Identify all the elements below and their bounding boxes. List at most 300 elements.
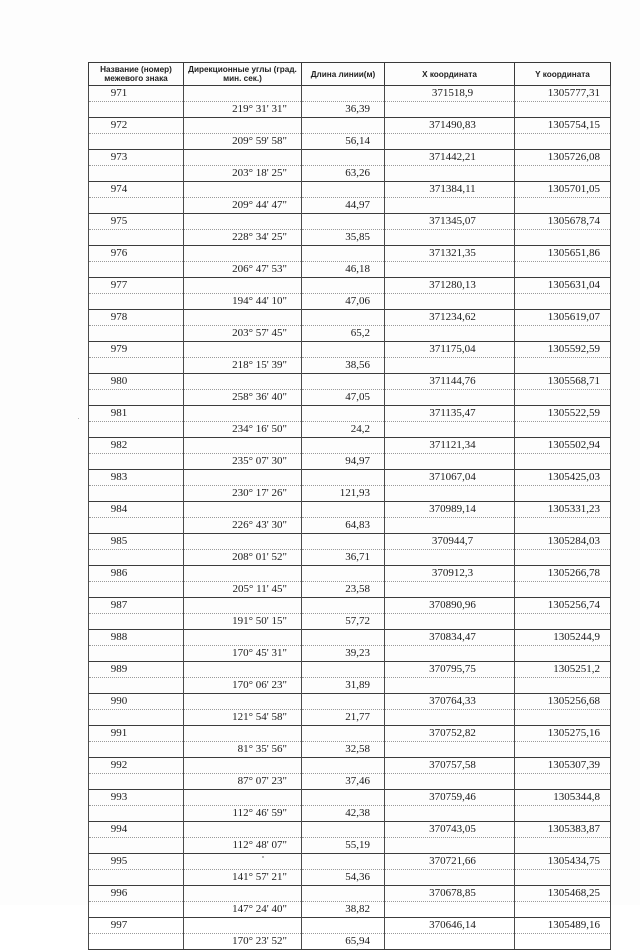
boundary-points-table bbox=[88, 62, 611, 950]
line-length: 65,94 bbox=[302, 934, 385, 950]
point-row bbox=[89, 406, 611, 422]
empty-cell bbox=[515, 902, 611, 918]
line-length: 47,06 bbox=[302, 294, 385, 310]
empty-cell bbox=[515, 390, 611, 406]
point-name: 997 bbox=[89, 918, 184, 934]
point-name: 993 bbox=[89, 790, 184, 806]
empty-cell bbox=[184, 182, 302, 198]
point-row bbox=[89, 662, 611, 678]
line-row bbox=[89, 646, 611, 662]
empty-cell bbox=[184, 310, 302, 326]
point-name: 972 bbox=[89, 118, 184, 134]
empty-cell bbox=[89, 262, 184, 278]
point-name: 983 bbox=[89, 470, 184, 486]
point-name: 982 bbox=[89, 438, 184, 454]
empty-cell bbox=[385, 870, 515, 886]
scan-speck bbox=[262, 856, 264, 858]
empty-cell bbox=[385, 102, 515, 118]
x-coordinate: 370743,05 bbox=[385, 822, 515, 838]
empty-cell bbox=[184, 118, 302, 134]
empty-cell bbox=[89, 102, 184, 118]
x-coordinate: 371384,11 bbox=[385, 182, 515, 198]
y-coordinate: 1305777,31 bbox=[515, 86, 611, 102]
empty-cell bbox=[385, 902, 515, 918]
empty-cell bbox=[302, 534, 385, 550]
empty-cell bbox=[184, 502, 302, 518]
directional-angle: 194° 44' 10" bbox=[184, 294, 302, 310]
directional-angle: 230° 17' 26" bbox=[184, 486, 302, 502]
empty-cell bbox=[302, 278, 385, 294]
empty-cell bbox=[515, 326, 611, 342]
directional-angle: 209° 44' 47" bbox=[184, 198, 302, 214]
line-row bbox=[89, 102, 611, 118]
directional-angle: 141° 57' 21" bbox=[184, 870, 302, 886]
x-coordinate: 371345,07 bbox=[385, 214, 515, 230]
point-row bbox=[89, 854, 611, 870]
empty-cell bbox=[385, 582, 515, 598]
empty-cell bbox=[385, 710, 515, 726]
x-coordinate: 370721,66 bbox=[385, 854, 515, 870]
empty-cell bbox=[184, 214, 302, 230]
point-row bbox=[89, 374, 611, 390]
line-length: 38,56 bbox=[302, 358, 385, 374]
y-coordinate: 1305468,25 bbox=[515, 886, 611, 902]
x-coordinate: 370646,14 bbox=[385, 918, 515, 934]
empty-cell bbox=[302, 502, 385, 518]
line-row bbox=[89, 486, 611, 502]
line-length: 37,46 bbox=[302, 774, 385, 790]
header-line-length: Длина линии(м) bbox=[302, 63, 385, 86]
empty-cell bbox=[302, 150, 385, 166]
empty-cell bbox=[184, 598, 302, 614]
point-name: 990 bbox=[89, 694, 184, 710]
empty-cell bbox=[302, 438, 385, 454]
point-row bbox=[89, 502, 611, 518]
empty-cell bbox=[302, 790, 385, 806]
empty-cell bbox=[302, 118, 385, 134]
empty-cell bbox=[89, 166, 184, 182]
y-coordinate: 1305425,03 bbox=[515, 470, 611, 486]
empty-cell bbox=[385, 646, 515, 662]
empty-cell bbox=[184, 822, 302, 838]
y-coordinate: 1305331,23 bbox=[515, 502, 611, 518]
line-length: 39,23 bbox=[302, 646, 385, 662]
empty-cell bbox=[89, 902, 184, 918]
line-row bbox=[89, 614, 611, 630]
empty-cell bbox=[385, 742, 515, 758]
empty-cell bbox=[184, 438, 302, 454]
table-body bbox=[89, 86, 611, 950]
directional-angle: 209° 59' 58" bbox=[184, 134, 302, 150]
empty-cell bbox=[302, 374, 385, 390]
empty-cell bbox=[515, 774, 611, 790]
line-row bbox=[89, 166, 611, 182]
y-coordinate: 1305651,86 bbox=[515, 246, 611, 262]
empty-cell bbox=[515, 678, 611, 694]
x-coordinate: 371490,83 bbox=[385, 118, 515, 134]
empty-cell bbox=[515, 710, 611, 726]
x-coordinate: 371518,9 bbox=[385, 86, 515, 102]
x-coordinate: 371144,76 bbox=[385, 374, 515, 390]
line-row bbox=[89, 742, 611, 758]
x-coordinate: 371067,04 bbox=[385, 470, 515, 486]
line-row bbox=[89, 934, 611, 950]
directional-angle: 205° 11' 45" bbox=[184, 582, 302, 598]
directional-angle: 226° 43' 30" bbox=[184, 518, 302, 534]
empty-cell bbox=[302, 246, 385, 262]
empty-cell bbox=[89, 838, 184, 854]
empty-cell bbox=[89, 678, 184, 694]
line-length: 121,93 bbox=[302, 486, 385, 502]
line-length: 21,77 bbox=[302, 710, 385, 726]
x-coordinate: 371321,35 bbox=[385, 246, 515, 262]
line-row bbox=[89, 870, 611, 886]
empty-cell bbox=[302, 694, 385, 710]
x-coordinate: 370890,96 bbox=[385, 598, 515, 614]
directional-angle: 112° 46' 59" bbox=[184, 806, 302, 822]
line-row bbox=[89, 262, 611, 278]
empty-cell bbox=[302, 822, 385, 838]
empty-cell bbox=[89, 294, 184, 310]
directional-angle: 112° 48' 07" bbox=[184, 838, 302, 854]
y-coordinate: 1305266,78 bbox=[515, 566, 611, 582]
empty-cell bbox=[385, 486, 515, 502]
directional-angle: 87° 07' 23" bbox=[184, 774, 302, 790]
point-row bbox=[89, 598, 611, 614]
header-point-name: Название (номер) межевого знака bbox=[89, 63, 184, 86]
directional-angle: 219° 31' 31" bbox=[184, 102, 302, 118]
empty-cell bbox=[184, 694, 302, 710]
header-y-coordinate: Y координата bbox=[515, 63, 611, 86]
point-name: 985 bbox=[89, 534, 184, 550]
empty-cell bbox=[89, 486, 184, 502]
y-coordinate: 1305489,16 bbox=[515, 918, 611, 934]
directional-angle: 147° 24' 40" bbox=[184, 902, 302, 918]
directional-angle: 228° 34' 25" bbox=[184, 230, 302, 246]
empty-cell bbox=[515, 582, 611, 598]
line-length: 46,18 bbox=[302, 262, 385, 278]
point-name: 989 bbox=[89, 662, 184, 678]
y-coordinate: 1305631,04 bbox=[515, 278, 611, 294]
point-row bbox=[89, 118, 611, 134]
line-length: 35,85 bbox=[302, 230, 385, 246]
empty-cell bbox=[385, 134, 515, 150]
point-row bbox=[89, 214, 611, 230]
empty-cell bbox=[385, 358, 515, 374]
line-row bbox=[89, 678, 611, 694]
empty-cell bbox=[385, 294, 515, 310]
directional-angle: 191° 50' 15" bbox=[184, 614, 302, 630]
empty-cell bbox=[89, 550, 184, 566]
point-name: 984 bbox=[89, 502, 184, 518]
empty-cell bbox=[385, 454, 515, 470]
point-name: 991 bbox=[89, 726, 184, 742]
line-length: 42,38 bbox=[302, 806, 385, 822]
y-coordinate: 1305502,94 bbox=[515, 438, 611, 454]
empty-cell bbox=[89, 646, 184, 662]
line-row bbox=[89, 902, 611, 918]
point-row bbox=[89, 278, 611, 294]
point-name: 978 bbox=[89, 310, 184, 326]
point-row bbox=[89, 246, 611, 262]
empty-cell bbox=[89, 134, 184, 150]
x-coordinate: 370678,85 bbox=[385, 886, 515, 902]
line-length: 65,2 bbox=[302, 326, 385, 342]
empty-cell bbox=[184, 566, 302, 582]
point-row bbox=[89, 438, 611, 454]
empty-cell bbox=[89, 390, 184, 406]
empty-cell bbox=[184, 246, 302, 262]
line-row bbox=[89, 390, 611, 406]
point-name: 994 bbox=[89, 822, 184, 838]
point-row bbox=[89, 342, 611, 358]
line-length: 38,82 bbox=[302, 902, 385, 918]
empty-cell bbox=[515, 614, 611, 630]
point-row bbox=[89, 918, 611, 934]
empty-cell bbox=[385, 422, 515, 438]
x-coordinate: 371234,62 bbox=[385, 310, 515, 326]
empty-cell bbox=[184, 86, 302, 102]
empty-cell bbox=[385, 678, 515, 694]
empty-cell bbox=[385, 518, 515, 534]
empty-cell bbox=[184, 886, 302, 902]
y-coordinate: 1305307,39 bbox=[515, 758, 611, 774]
line-row bbox=[89, 294, 611, 310]
empty-cell bbox=[515, 806, 611, 822]
empty-cell bbox=[302, 182, 385, 198]
empty-cell bbox=[302, 662, 385, 678]
y-coordinate: 1305619,07 bbox=[515, 310, 611, 326]
y-coordinate: 1305256,68 bbox=[515, 694, 611, 710]
point-name: 995 bbox=[89, 854, 184, 870]
line-row bbox=[89, 550, 611, 566]
x-coordinate: 371121,34 bbox=[385, 438, 515, 454]
empty-cell bbox=[89, 198, 184, 214]
empty-cell bbox=[184, 918, 302, 934]
empty-cell bbox=[515, 166, 611, 182]
point-row bbox=[89, 822, 611, 838]
empty-cell bbox=[515, 262, 611, 278]
header-x-coordinate: X координата bbox=[385, 63, 515, 86]
point-name: 973 bbox=[89, 150, 184, 166]
x-coordinate: 370752,82 bbox=[385, 726, 515, 742]
empty-cell bbox=[89, 582, 184, 598]
empty-cell bbox=[302, 886, 385, 902]
empty-cell bbox=[89, 806, 184, 822]
directional-angle: 203° 57' 45" bbox=[184, 326, 302, 342]
empty-cell bbox=[184, 726, 302, 742]
x-coordinate: 370764,33 bbox=[385, 694, 515, 710]
line-length: 31,89 bbox=[302, 678, 385, 694]
point-row bbox=[89, 630, 611, 646]
empty-cell bbox=[515, 134, 611, 150]
y-coordinate: 1305754,15 bbox=[515, 118, 611, 134]
y-coordinate: 1305383,87 bbox=[515, 822, 611, 838]
empty-cell bbox=[184, 406, 302, 422]
empty-cell bbox=[515, 358, 611, 374]
empty-cell bbox=[184, 342, 302, 358]
line-length: 56,14 bbox=[302, 134, 385, 150]
empty-cell bbox=[89, 358, 184, 374]
empty-cell bbox=[89, 710, 184, 726]
empty-cell bbox=[302, 470, 385, 486]
empty-cell bbox=[385, 806, 515, 822]
empty-cell bbox=[89, 454, 184, 470]
empty-cell bbox=[515, 870, 611, 886]
line-row bbox=[89, 710, 611, 726]
line-row bbox=[89, 838, 611, 854]
empty-cell bbox=[302, 598, 385, 614]
empty-cell bbox=[89, 518, 184, 534]
y-coordinate: 1305592,59 bbox=[515, 342, 611, 358]
line-row bbox=[89, 422, 611, 438]
empty-cell bbox=[515, 838, 611, 854]
x-coordinate: 370989,14 bbox=[385, 502, 515, 518]
line-length: 32,58 bbox=[302, 742, 385, 758]
directional-angle: 170° 45' 31" bbox=[184, 646, 302, 662]
empty-cell bbox=[184, 758, 302, 774]
line-length: 47,05 bbox=[302, 390, 385, 406]
line-length: 63,26 bbox=[302, 166, 385, 182]
empty-cell bbox=[302, 726, 385, 742]
empty-cell bbox=[184, 854, 302, 870]
x-coordinate: 370757,58 bbox=[385, 758, 515, 774]
point-name: 979 bbox=[89, 342, 184, 358]
empty-cell bbox=[302, 566, 385, 582]
y-coordinate: 1305284,03 bbox=[515, 534, 611, 550]
empty-cell bbox=[515, 294, 611, 310]
y-coordinate: 1305726,08 bbox=[515, 150, 611, 166]
directional-angle: 206° 47' 53" bbox=[184, 262, 302, 278]
empty-cell bbox=[184, 470, 302, 486]
directional-angle: 208° 01' 52" bbox=[184, 550, 302, 566]
empty-cell bbox=[89, 774, 184, 790]
point-name: 981 bbox=[89, 406, 184, 422]
empty-cell bbox=[89, 230, 184, 246]
point-row bbox=[89, 534, 611, 550]
point-row bbox=[89, 758, 611, 774]
directional-angle: 170° 23' 52" bbox=[184, 934, 302, 950]
empty-cell bbox=[89, 870, 184, 886]
point-name: 975 bbox=[89, 214, 184, 230]
empty-cell bbox=[515, 742, 611, 758]
empty-cell bbox=[302, 310, 385, 326]
line-length: 23,58 bbox=[302, 582, 385, 598]
x-coordinate: 371442,21 bbox=[385, 150, 515, 166]
directional-angle: 218° 15' 39" bbox=[184, 358, 302, 374]
line-row bbox=[89, 454, 611, 470]
empty-cell bbox=[184, 534, 302, 550]
empty-cell bbox=[302, 406, 385, 422]
point-row bbox=[89, 790, 611, 806]
x-coordinate: 370944,7 bbox=[385, 534, 515, 550]
empty-cell bbox=[89, 742, 184, 758]
y-coordinate: 1305678,74 bbox=[515, 214, 611, 230]
y-coordinate: 1305522,59 bbox=[515, 406, 611, 422]
line-row bbox=[89, 198, 611, 214]
empty-cell bbox=[302, 214, 385, 230]
point-row bbox=[89, 86, 611, 102]
table-header-row bbox=[89, 63, 611, 86]
empty-cell bbox=[515, 422, 611, 438]
header-directional-angle: Дирекционные углы (град. мин. сек.) bbox=[184, 63, 302, 86]
line-length: 94,97 bbox=[302, 454, 385, 470]
empty-cell bbox=[302, 630, 385, 646]
line-row bbox=[89, 774, 611, 790]
empty-cell bbox=[385, 198, 515, 214]
empty-cell bbox=[89, 934, 184, 950]
y-coordinate: 1305251,2 bbox=[515, 662, 611, 678]
directional-angle: 235° 07' 30" bbox=[184, 454, 302, 470]
empty-cell bbox=[385, 166, 515, 182]
y-coordinate: 1305244,9 bbox=[515, 630, 611, 646]
line-length: 44,97 bbox=[302, 198, 385, 214]
line-length: 36,71 bbox=[302, 550, 385, 566]
y-coordinate: 1305434,75 bbox=[515, 854, 611, 870]
point-row bbox=[89, 150, 611, 166]
line-row bbox=[89, 806, 611, 822]
empty-cell bbox=[385, 550, 515, 566]
empty-cell bbox=[302, 918, 385, 934]
point-name: 976 bbox=[89, 246, 184, 262]
point-row bbox=[89, 726, 611, 742]
line-length: 64,83 bbox=[302, 518, 385, 534]
point-row bbox=[89, 694, 611, 710]
point-name: 977 bbox=[89, 278, 184, 294]
y-coordinate: 1305701,05 bbox=[515, 182, 611, 198]
point-name: 974 bbox=[89, 182, 184, 198]
line-row bbox=[89, 230, 611, 246]
empty-cell bbox=[385, 262, 515, 278]
directional-angle: 81° 35' 56" bbox=[184, 742, 302, 758]
empty-cell bbox=[515, 102, 611, 118]
empty-cell bbox=[515, 230, 611, 246]
empty-cell bbox=[515, 486, 611, 502]
line-length: 57,72 bbox=[302, 614, 385, 630]
line-length: 36,39 bbox=[302, 102, 385, 118]
line-row bbox=[89, 582, 611, 598]
empty-cell bbox=[515, 518, 611, 534]
point-row bbox=[89, 182, 611, 198]
point-row bbox=[89, 886, 611, 902]
empty-cell bbox=[184, 662, 302, 678]
empty-cell bbox=[385, 326, 515, 342]
point-row bbox=[89, 310, 611, 326]
directional-angle: 234° 16' 50" bbox=[184, 422, 302, 438]
point-name: 988 bbox=[89, 630, 184, 646]
x-coordinate: 371280,13 bbox=[385, 278, 515, 294]
empty-cell bbox=[184, 374, 302, 390]
empty-cell bbox=[385, 934, 515, 950]
empty-cell bbox=[385, 614, 515, 630]
directional-angle: 258° 36' 40" bbox=[184, 390, 302, 406]
empty-cell bbox=[302, 342, 385, 358]
x-coordinate: 371135,47 bbox=[385, 406, 515, 422]
point-name: 987 bbox=[89, 598, 184, 614]
empty-cell bbox=[515, 550, 611, 566]
point-name: 980 bbox=[89, 374, 184, 390]
y-coordinate: 1305275,16 bbox=[515, 726, 611, 742]
empty-cell bbox=[302, 854, 385, 870]
empty-cell bbox=[302, 86, 385, 102]
empty-cell bbox=[515, 646, 611, 662]
empty-cell bbox=[184, 630, 302, 646]
x-coordinate: 370834,47 bbox=[385, 630, 515, 646]
empty-cell bbox=[385, 838, 515, 854]
point-name: 971 bbox=[89, 86, 184, 102]
line-row bbox=[89, 358, 611, 374]
scan-speck bbox=[78, 418, 79, 419]
